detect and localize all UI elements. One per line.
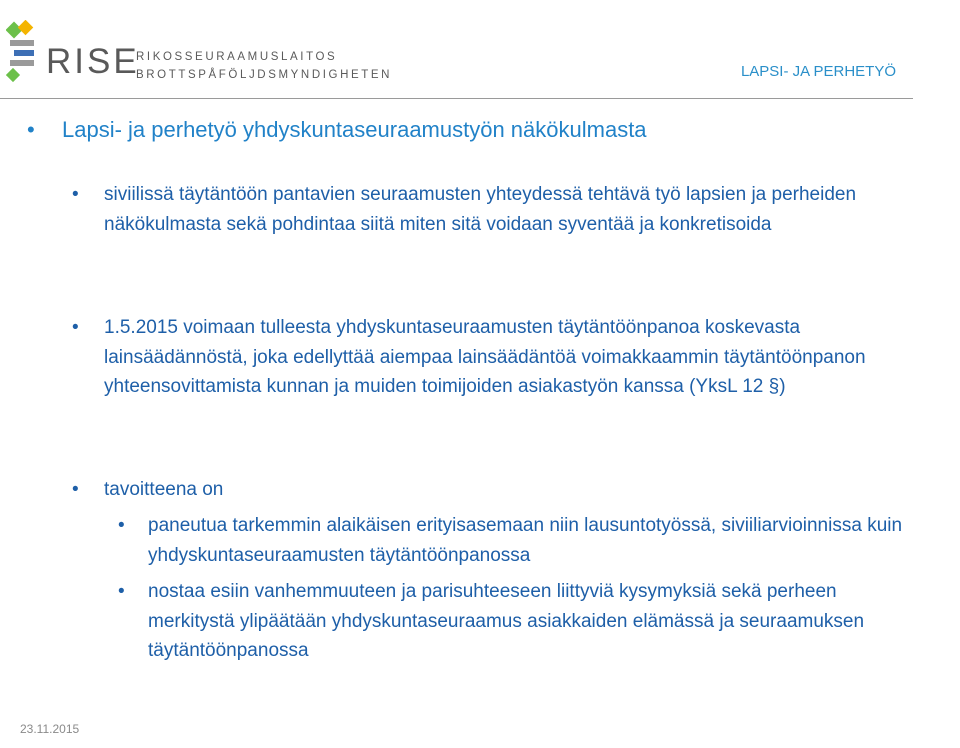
footer-date: 23.11.2015: [20, 722, 80, 736]
header-divider: [0, 98, 913, 99]
bullet-marker: •: [72, 184, 79, 205]
logo-wordmark: RISE: [46, 42, 140, 81]
bullet-marker: •: [118, 581, 125, 602]
section-tag: LAPSI- JA PERHETYÖ: [740, 63, 896, 80]
organization-name: [136, 52, 392, 87]
sub-bullet-text: paneutua tarkemmin alaikäisen erityisasemaan niin lausuntotyössä, siviiliarvioinnissa kuin yhdyskuntaseuraamusten täytäntöönpanossa: [148, 515, 903, 566]
bullet-text: 1.5.2015 voimaan tulleesta yhdyskuntaseuraamusten täytäntöönpanoa koskevasta lainsäädännöstä, joka edellyttää aiempaa lainsäädäntöä voimakkaammin täytäntöönpanon yhteensovittamista kunnan ja muiden toimijoiden asiakastyön kanssa (YksL 12 §): [104, 317, 866, 397]
bullet-marker: •: [72, 317, 79, 338]
sub-bullet-text: nostaa esiin vanhemmuuteen ja parisuhteeseen liittyviä kysymyksiä sekä perheen merkitystä ylipäätään yhdyskuntaseuraamus asiakkaiden elämässä ja seuraamuksen täytäntöönpanossa: [148, 581, 865, 661]
rise-logo-icon: [6, 20, 42, 84]
bullet-marker: •: [27, 117, 35, 142]
heading-text: Lapsi- ja perhetyö yhdyskuntaseuraamustyön näkökulmasta: [62, 117, 647, 142]
bullet-text: siviilissä täytäntöön pantavien seuraamusten yhteydessä tehtävä työ lapsien ja perheiden näkökulmasta sekä pohdintaa siitä miten sitä voidaan syventää ja konkretisoida: [104, 184, 857, 235]
org-name-finnish: RIKOSSEURAAMUSLAITOS: [136, 51, 338, 63]
org-name-swedish: BROTTSPÅFÖLJDSMYNDIGHETEN: [136, 68, 393, 81]
bullet-marker: •: [118, 515, 125, 536]
bullet-text: tavoitteena on: [104, 479, 224, 500]
bullet-marker: •: [72, 479, 79, 500]
